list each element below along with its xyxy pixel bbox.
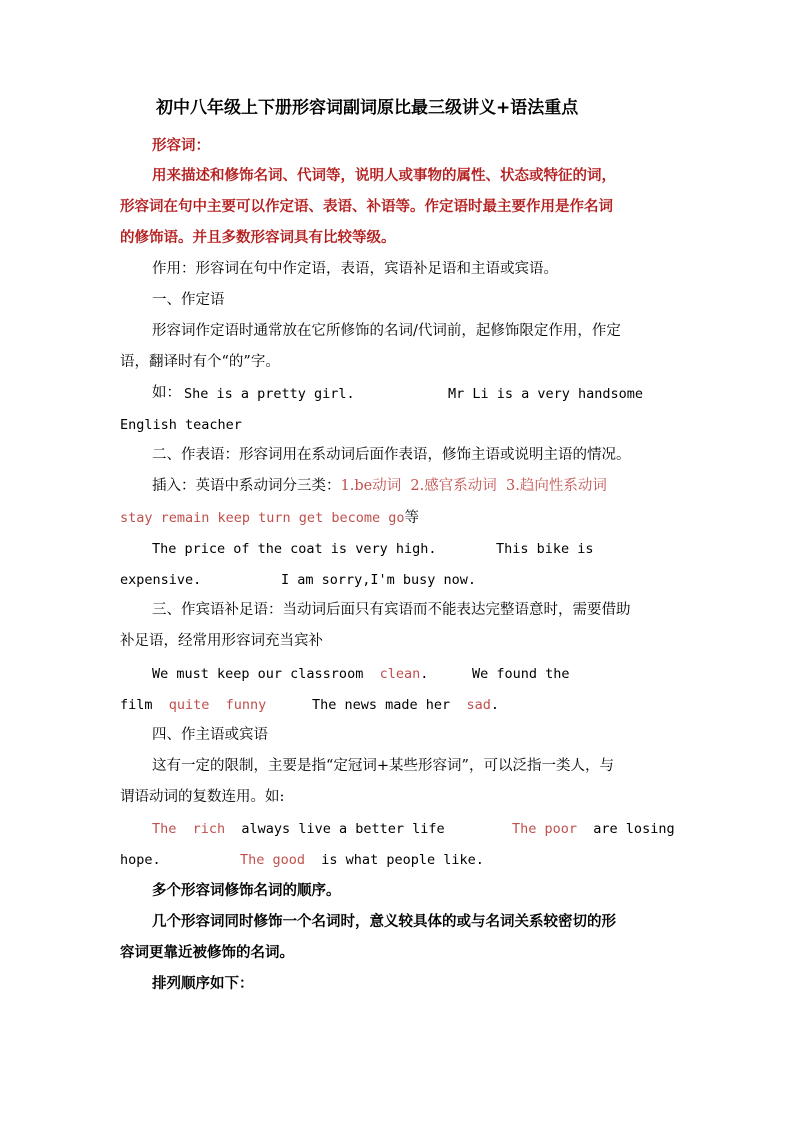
section-1-example-c: English teacher bbox=[120, 417, 242, 433]
section-4-example-d bbox=[240, 850, 484, 870]
section-4-example-a bbox=[152, 819, 445, 839]
section-3-text-1: 三、作宾语补足语：当动词后面只有宾语而不能表达完整语意时，需要借助 bbox=[152, 602, 631, 618]
section-2-insert bbox=[152, 476, 607, 496]
insert-type-b: 2.感官系动词 bbox=[410, 478, 497, 494]
example-rich-text: always live a better life bbox=[241, 821, 445, 837]
section-2-verbs bbox=[120, 508, 419, 528]
insert-prefix: 插入：英语中系动词分三类： bbox=[152, 478, 341, 494]
usage-line: 作用：形容词在句中作定语，表语，宾语补足语和主语或宾语。 bbox=[152, 261, 558, 277]
section-1-example-b: Mr Li is a very handsome bbox=[448, 386, 644, 402]
example-a-highlight: clean bbox=[379, 666, 421, 682]
example-d-text: The news made her bbox=[312, 697, 451, 713]
definition-line-2: 形容词在句中主要可以作定语、表语、补语等。作定语时最主要作用是作名词 bbox=[120, 198, 613, 215]
section-4-example-c: hope. bbox=[120, 852, 161, 868]
definition-line-3: 的修饰语。并且多数形容词具有比较等级。 bbox=[120, 229, 396, 246]
section-1-heading: 一、作定语 bbox=[152, 292, 225, 308]
section-2-heading: 二、作表语：形容词用在系动词后面作表语，修饰主语或说明主语的情况。 bbox=[152, 447, 631, 463]
section-adjective-heading: 形容词： bbox=[152, 137, 210, 154]
section-2-example-c: expensive. bbox=[120, 572, 202, 588]
section-3-example-b: We found the bbox=[472, 666, 570, 682]
example-rich-highlight: The rich bbox=[152, 821, 226, 837]
order-text-2: 容词更靠近被修饰的名词。 bbox=[120, 944, 294, 961]
example-poor-text: are losing bbox=[593, 821, 675, 837]
section-1-example-prefix: 如： bbox=[152, 385, 181, 401]
example-a-end: . bbox=[420, 666, 429, 682]
section-1-text-1: 形容词作定语时通常放在它所修饰的名词/代词前，起修饰限定作用，作定 bbox=[152, 323, 621, 339]
example-a-text: We must keep our classroom bbox=[152, 666, 364, 682]
example-c-highlight: quite funny bbox=[168, 697, 267, 713]
example-good-text: is what people like. bbox=[321, 852, 484, 868]
insert-type-a: 1.be动词 bbox=[340, 478, 402, 494]
section-4-example-b bbox=[512, 819, 675, 839]
section-3-text-2: 补足语，经常用形容词充当宾补 bbox=[120, 633, 323, 649]
example-poor-highlight: The poor bbox=[512, 821, 578, 837]
linking-verbs-list: stay remain keep turn get become go bbox=[120, 510, 405, 526]
definition-line-1: 用来描述和修饰名词、代词等，说明人或事物的属性、状态或特征的词， bbox=[152, 167, 616, 184]
linking-verbs-suffix: 等 bbox=[404, 510, 419, 526]
order-heading: 多个形容词修饰名词的顺序。 bbox=[152, 882, 341, 899]
section-1-example-a: She is a pretty girl. bbox=[184, 386, 355, 402]
example-good-highlight: The good bbox=[240, 852, 306, 868]
section-1-text-2: 语，翻译时有个“的”字。 bbox=[120, 354, 280, 370]
example-d-end: . bbox=[490, 697, 499, 713]
section-4-text-1: 这有一定的限制，主要是指“定冠词+某些形容词”，可以泛指一类人，与 bbox=[152, 758, 614, 774]
section-3-example-a bbox=[152, 664, 428, 684]
example-c-text: film bbox=[120, 697, 153, 713]
section-4-heading: 四、作主语或宾语 bbox=[152, 727, 268, 743]
page-title: 初中八年级上下册形容词副词原比最三级讲义+语法重点 bbox=[156, 98, 579, 118]
section-3-example-c bbox=[120, 695, 266, 715]
order-text-3: 排列顺序如下： bbox=[152, 975, 254, 992]
section-2-example-b: This bike is bbox=[496, 541, 594, 557]
example-d-highlight: sad bbox=[466, 697, 491, 713]
insert-type-c: 3.趋向性系动词 bbox=[505, 478, 607, 494]
section-2-example-d: I am sorry,I'm busy now. bbox=[281, 572, 477, 588]
section-3-example-d bbox=[312, 695, 499, 715]
section-4-text-2: 谓语动词的复数连用。如: bbox=[120, 789, 285, 805]
order-text-1: 几个形容词同时修饰一个名词时，意义较具体的或与名词关系较密切的形 bbox=[152, 913, 616, 930]
section-2-example-a: The price of the coat is very high. bbox=[152, 541, 437, 557]
